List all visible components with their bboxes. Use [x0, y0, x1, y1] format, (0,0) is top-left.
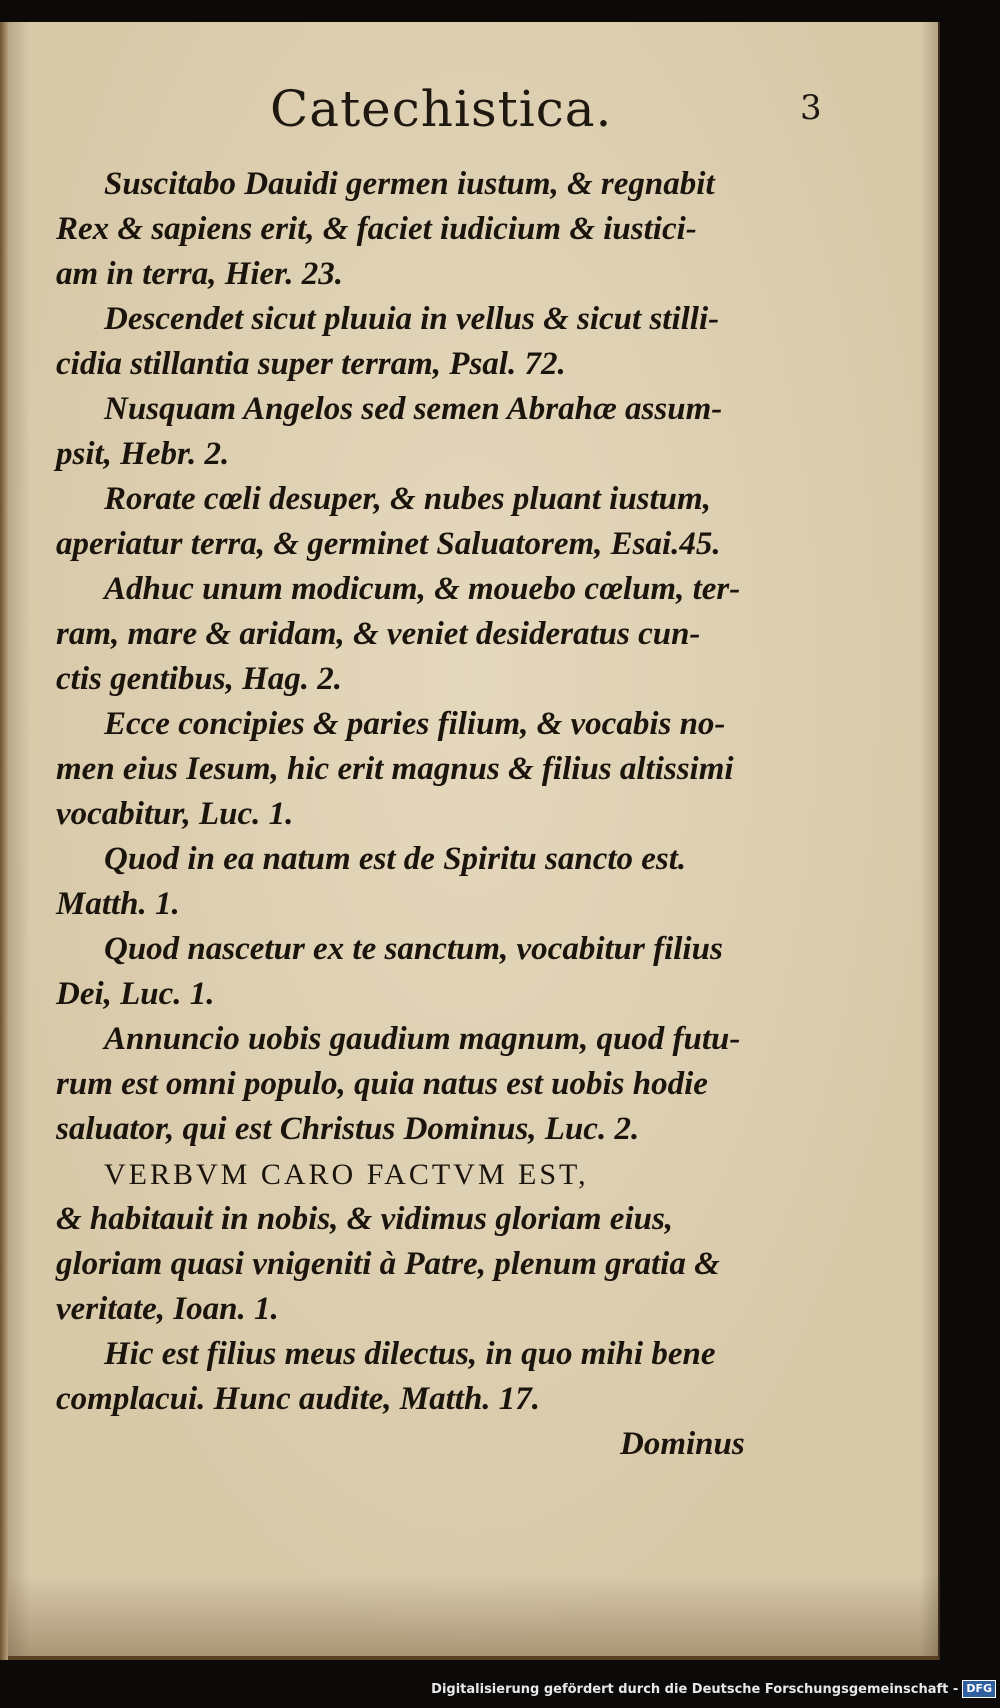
text-line: Annuncio uobis gaudium magnum, quod futu-: [104, 1021, 741, 1057]
text-line: aperiatur terra, & germinet Saluatorem, Esai.45.: [56, 526, 721, 562]
text-line: & habitauit in nobis, & vidimus gloriam eius,: [56, 1201, 674, 1237]
text-line: complacui. Hunc audite, Matth. 17.: [56, 1381, 541, 1417]
text-line: Hic est filius meus dilectus, in quo mihi bene: [104, 1336, 716, 1372]
text-line: saluator, qui est Christus Dominus, Luc. 2.: [56, 1111, 640, 1147]
text-line: vocabitur, Luc. 1.: [56, 796, 294, 832]
credit-text: Digitalisierung gefördert durch die Deutsche Forschungsgemeinschaft -: [431, 1681, 959, 1697]
catchword: Dominus: [620, 1426, 745, 1462]
book-page: [0, 22, 940, 1660]
running-head: Catechistica.: [270, 80, 613, 138]
text-line: Descendet sicut pluuia in vellus & sicut stilli-: [104, 301, 720, 337]
page-gutter-edge: [0, 22, 8, 1660]
text-line: Nusquam Angelos sed semen Abrahæ assum-: [104, 391, 723, 427]
text-line: men eius Iesum, hic erit magnus & filius altissimi: [56, 751, 734, 787]
page-header: [0, 78, 940, 158]
text-line: ram, mare & aridam, & veniet desideratus cun-: [56, 616, 701, 652]
text-line: am in terra, Hier. 23.: [56, 256, 343, 292]
text-line: Rex & sapiens erit, & faciet iudicium & iustici-: [56, 211, 697, 247]
text-line: ctis gentibus, Hag. 2.: [56, 661, 343, 697]
text-line: Matth. 1.: [56, 886, 180, 922]
page-number: 3: [800, 88, 822, 128]
text-line: veritate, Ioan. 1.: [56, 1291, 279, 1327]
text-line: Suscitabo Dauidi germen iustum, & regnabit: [104, 166, 715, 202]
text-line: Ecce concipies & paries filium, & vocabis no-: [104, 706, 726, 742]
digitization-credit: [431, 1676, 1000, 1702]
text-line: Dei, Luc. 1.: [56, 976, 215, 1012]
text-line: Quod nascetur ex te sanctum, vocabitur filius: [104, 931, 723, 967]
text-line: cidia stillantia super terram, Psal. 72.: [56, 346, 566, 382]
text-line: VERBVM CARO FACTVM EST,: [104, 1158, 589, 1191]
text-line: Rorate cœli desuper, & nubes pluant iustum,: [104, 481, 711, 517]
text-line: Quod in ea natum est de Spiritu sancto est.: [104, 841, 687, 877]
text-line: Adhuc unum modicum, & mouebo cœlum, ter-: [104, 571, 741, 607]
text-line: rum est omni populo, quia natus est uobis hodie: [56, 1066, 708, 1102]
body-text: [56, 162, 756, 1422]
dfg-logo-icon: DFG: [962, 1680, 996, 1698]
text-line: psit, Hebr. 2.: [56, 436, 230, 472]
text-line: gloriam quasi vnigeniti à Patre, plenum gratia &: [56, 1246, 720, 1282]
